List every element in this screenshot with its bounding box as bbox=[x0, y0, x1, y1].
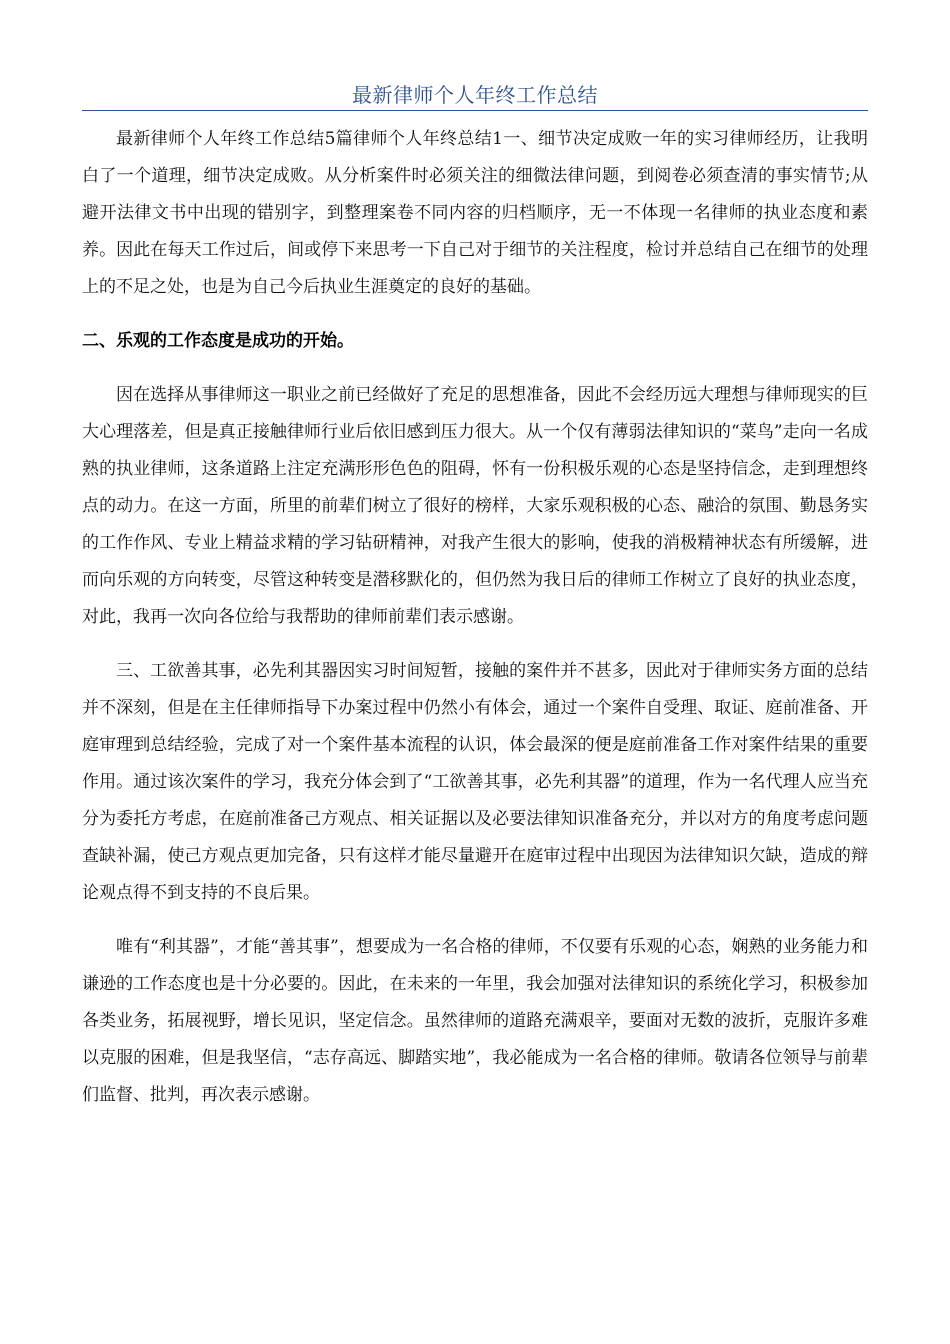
paragraph-intro: 最新律师个人年终工作总结5篇律师个人年终总结1一、细节决定成败一年的实习律师经历，让我明白了一个道理，细节决定成败。从分析案件时必须关注的细微法律问题，到阅卷必须查清的事实情节;从避开法律文书中出现的错别字，到整理案卷不同内容的归档顺序，无一不体现一名律师的执业态度和素养。因此在每天工作过后，间或停下来思考一下自己对于细节的关注程度，检讨并总结自己在细节的处理上的不足之处，也是为自己今后执业生涯奠定的良好的基础。 bbox=[82, 129, 868, 297]
document-body bbox=[82, 121, 868, 1131]
paragraph-optimism: 因在选择从事律师这一职业之前已经做好了充足的思想准备，因此不会经历远大理想与律师现实的巨大心理落差，但是真正接触律师行业后依旧感到压力很大。从一个仅有薄弱法律知识的“菜鸟”走向一名成熟的执业律师，这条道路上注定充满形形色色的阻碍，怀有一份积极乐观的心态是坚持信念，走到理想终点的动力。在这一方面，所里的前辈们树立了很好的榜样，大家乐观积极的心态、融洽的氛围、勤恳务实的工作作风、专业上精益求精的学习钻研精神，对我产生很大的影响，使我的消极精神状态有所缓解，进而向乐观的方向转变，尽管这种转变是潜移默化的，但仍然为我日后的律师工作树立了良好的执业态度，对此，我再一次向各位给与我帮助的律师前辈们表示感谢。 bbox=[82, 385, 868, 627]
paragraph-conclusion: 唯有“利其器”，才能“善其事”，想要成为一名合格的律师，不仅要有乐观的心态，娴熟的业务能力和谦逊的工作态度也是十分必要的。因此，在未来的一年里，我会加强对法律知识的系统化学习，积极参加各类业务，拓展视野，增长见识，坚定信念。虽然律师的道路充满艰辛，要面对无数的波折，克服许多难以克服的困难，但是我坚信，“志存高远、脚踏实地”，我必能成为一名合格的律师。敬请各位领导与前辈们监督、批判，再次表示感谢。 bbox=[82, 937, 868, 1105]
paragraph-tools: 三、工欲善其事，必先利其器因实习时间短暂，接触的案件并不甚多，因此对于律师实务方面的总结并不深刻，但是在主任律师指导下办案过程中仍然小有体会，通过一个案件自受理、取证、庭前准备、开庭审理到总结经验，完成了对一个案件基本流程的认识，体会最深的便是庭前准备工作对案件结果的重要作用。通过该次案件的学习，我充分体会到了“工欲善其事，必先利其器”的道理，作为一名代理人应当充分为委托方考虑，在庭前准备己方观点、相关证据以及必要法律知识准备充分，并以对方的角度考虑问题查缺补漏，使己方观点更加完备，只有这样才能尽量避开在庭审过程中出现因为法律知识欠缺，造成的辩论观点得不到支持的不良后果。 bbox=[82, 661, 868, 903]
page-header bbox=[82, 80, 868, 111]
document-title: 最新律师个人年终工作总结 bbox=[352, 83, 598, 107]
section-heading-2: 二、乐观的工作态度是成功的开始。 bbox=[82, 331, 354, 351]
